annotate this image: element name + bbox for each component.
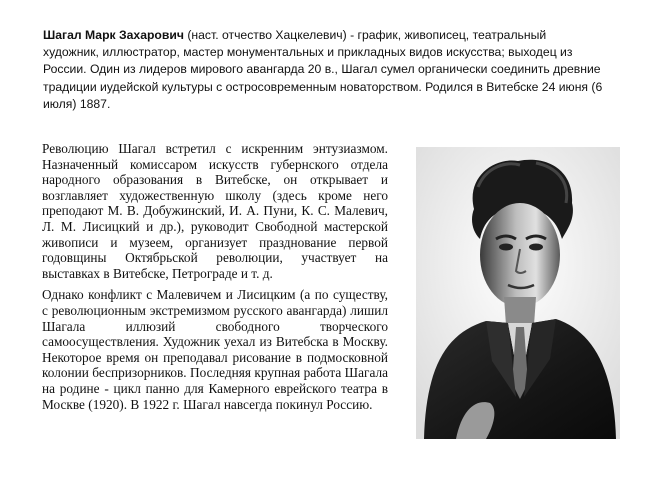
intro-text: (наст. отчество Хацкелевич) - график, живописец, театральный художник, иллюстратор, мастер монументальных и прикладных видов искусства; выходец из России. Один из лидеров мирового авангарда 20 в., Шагал сумел органически соединить древние традиции иудейской культуры с остросовременным новаторством. Родился в Витебске 24 июня (6 июля) 1887.	[43, 28, 603, 111]
artist-name: Шагал Марк Захарович	[43, 28, 184, 42]
biography-paragraph-2: Однако конфликт с Малевичем и Лисицким (а по существу, с революционным экстремизмом русского авангарда) лишил Шагала иллюзий свободного творческого самоосуществления. Художник уехал из Витебска в Москву. Некоторое время он преподавал рисование в подмосковной колонии беспризорников. Последняя крупная работа Шагала на родине - цикл панно для Камерного еврейского театра в Москве (1920). В 1922 г. Шагал навсегда покинул Россию.	[42, 287, 388, 412]
biography-text	[42, 141, 388, 418]
biography-paragraph-1: Революцию Шагал встретил с искренним энтузиазмом. Назначенный комиссаром искусств губернского отдела народного образования в Витебске, он открывает и возглавляет художественную школу (здесь кроме него преподают М. В. Добужинский, И. А. Пуни, К. С. Малевич, Л. М. Лисицкий и др.), руководит Свободной мастерской живописи и музеем, организует празднование первой годовщины Октябрьской революции, участвует на выставках в Витебске, Петрограде и т. д.	[42, 141, 388, 281]
intro-paragraph	[43, 27, 603, 113]
portrait-image	[416, 147, 620, 439]
portrait-photo	[416, 147, 620, 439]
